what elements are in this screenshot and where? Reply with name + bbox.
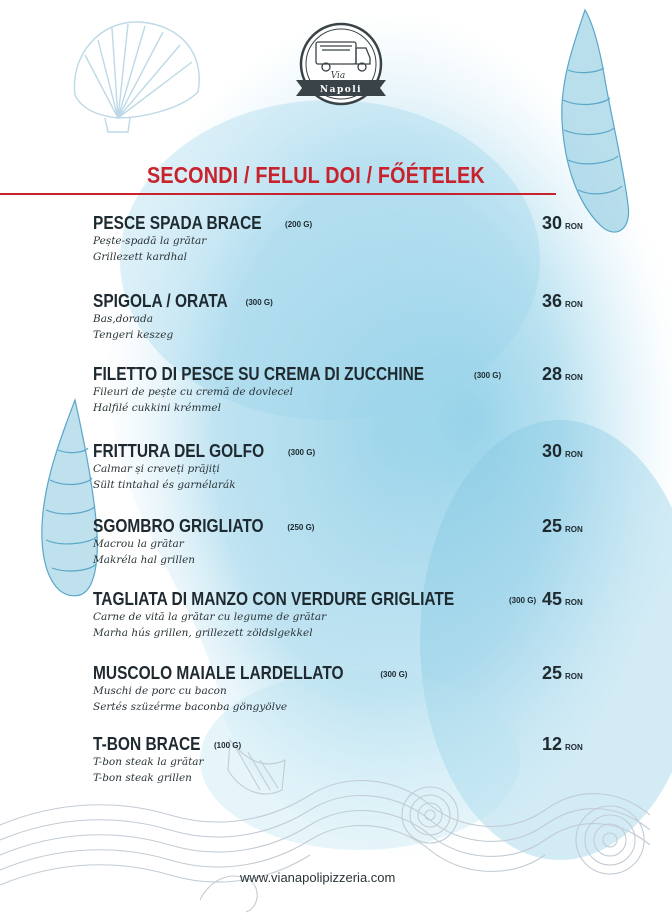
dish-name: T-BON BRACE (93, 734, 201, 754)
dish-description-hu: Marha hús grillen, grillezett zöldslgekkel (93, 627, 313, 639)
price-amount: 28 (542, 364, 563, 384)
dish-description-hu: Sertés szüzérme baconba göngyölve (93, 701, 288, 713)
menu-item (93, 734, 613, 794)
dish-price (542, 589, 612, 610)
dish-price (542, 291, 612, 312)
price-amount: 12 (542, 734, 563, 754)
dish-weight: (300 G) (508, 596, 537, 605)
price-currency: RON (565, 525, 583, 534)
logo-name: Napoli (319, 85, 363, 95)
price-amount: 30 (542, 441, 563, 461)
dish-name: SGOMBRO GRIGLIATO (93, 516, 264, 536)
dish-weight: (300 G) (245, 298, 273, 307)
dish-name: TAGLIATA DI MANZO CON VERDURE GRIGLIATE (93, 589, 455, 609)
section-title: SECONDI / FELUL DOI / FŐÉTELEK (147, 162, 485, 188)
price-currency: RON (565, 373, 583, 382)
menu-item (93, 441, 613, 501)
dish-name: PESCE SPADA BRACE (93, 213, 262, 233)
price-amount: 25 (542, 516, 563, 536)
dish-description-hu: Halfilé cukkini krémmel (93, 402, 221, 414)
menu-item (93, 589, 613, 649)
dish-name: SPIGOLA / ORATA (93, 291, 228, 311)
dish-price (542, 734, 612, 755)
menu-item (93, 364, 613, 424)
dish-name: FILETTO DI PESCE SU CREMA DI ZUCCHINE (93, 364, 425, 384)
dish-price (542, 663, 612, 684)
dish-name: MUSCOLO MAIALE LARDELLATO (93, 663, 344, 683)
price-currency: RON (565, 743, 583, 752)
price-currency: RON (565, 672, 583, 681)
menu-item (93, 291, 613, 351)
price-currency: RON (565, 450, 583, 459)
dish-weight: (200 G) (285, 220, 313, 229)
dish-price (542, 441, 612, 462)
dish-weight: (100 G) (214, 741, 242, 750)
dish-weight: (300 G) (474, 371, 502, 380)
website-link[interactable]: www.vianapolipizzeria.com (240, 870, 396, 885)
via-napoli-logo (292, 20, 390, 112)
dish-description-hu: T-bon steak grillen (93, 772, 192, 784)
price-amount: 45 (542, 589, 563, 609)
menu-item (93, 516, 613, 576)
dish-description-hu: Sült tintahal és garnélarák (93, 479, 236, 491)
dish-description-ro: Carne de vită la grătar cu legume de grătar (93, 611, 327, 623)
dish-description-ro: Bas,dorada (93, 313, 154, 325)
dish-description-hu: Makréla hal grillen (93, 554, 196, 566)
price-currency: RON (565, 598, 583, 607)
dish-price (542, 364, 612, 385)
menu-item (93, 663, 613, 723)
dish-description-ro: T-bon steak la grătar (93, 756, 204, 768)
dish-weight: (250 G) (287, 523, 315, 532)
title-divider (0, 193, 556, 195)
price-amount: 36 (542, 291, 563, 311)
dish-description-ro: Calmar și creveți prăjiți (93, 463, 220, 475)
price-amount: 25 (542, 663, 563, 683)
dish-name: FRITTURA DEL GOLFO (93, 441, 265, 461)
dish-price (542, 213, 612, 234)
dish-weight: (300 G) (287, 448, 316, 457)
dish-description-hu: Tengeri keszeg (93, 329, 174, 341)
dish-description-ro: Fileuri de pește cu cremă de dovlecel (93, 386, 293, 398)
price-currency: RON (565, 300, 583, 309)
dish-description-hu: Grillezett kardhal (93, 251, 187, 263)
dish-weight: (300 G) (380, 670, 408, 679)
conch-shell-icon (42, 400, 97, 596)
dish-description-ro: Muschi de porc cu bacon (93, 685, 227, 697)
logo-script: Via (330, 71, 346, 81)
dish-price (542, 516, 612, 537)
price-currency: RON (565, 222, 583, 231)
price-amount: 30 (542, 213, 563, 233)
dish-description-ro: Macrou la grătar (93, 538, 184, 550)
menu-item (93, 213, 613, 273)
dish-description-ro: Pește-spadă la grătar (93, 235, 207, 247)
